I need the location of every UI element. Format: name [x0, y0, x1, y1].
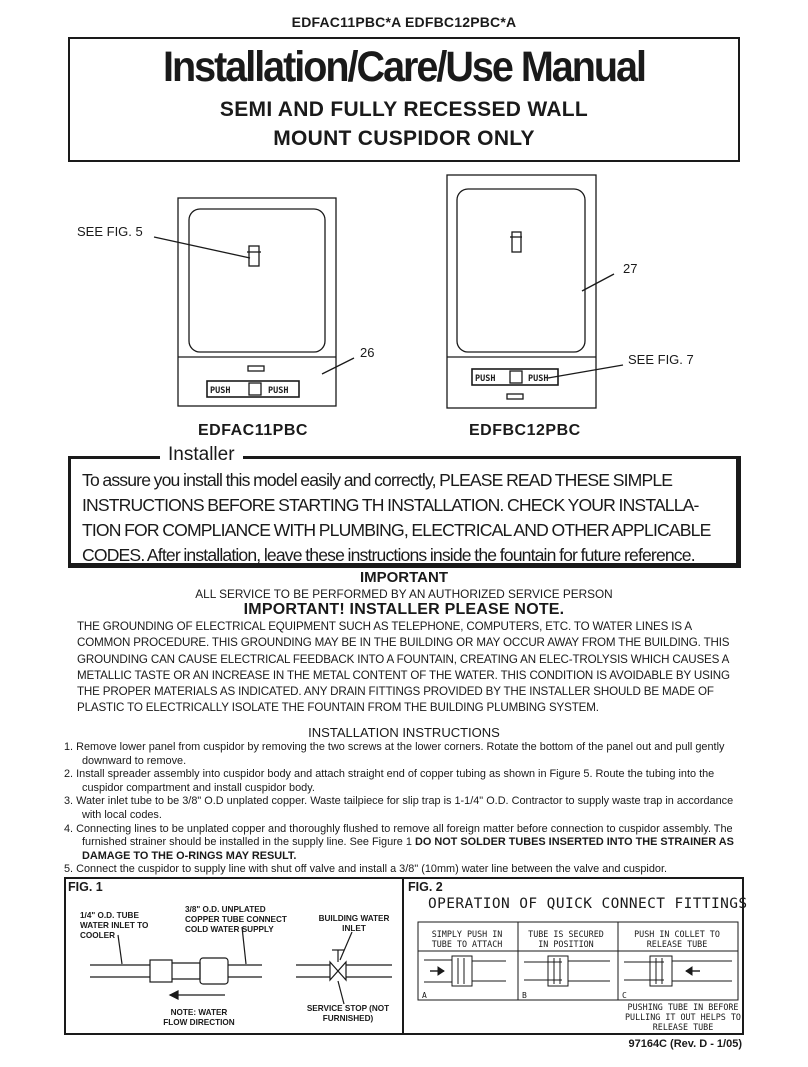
- installer-tab: Installer: [160, 444, 243, 466]
- fig1-flow-note: NOTE: WATER FLOW DIRECTION: [163, 1008, 235, 1027]
- left-push-label-2: PUSH: [268, 386, 289, 396]
- right-push-label-2: PUSH: [528, 374, 549, 384]
- instruction-step: [64, 823, 754, 864]
- fig2-heading: OPERATION OF QUICK CONNECT FITTINGS: [428, 896, 748, 912]
- instructions-list: [64, 741, 754, 877]
- figures-divider: [402, 877, 404, 1035]
- callout-see-fig-7: SEE FIG. 7: [628, 352, 694, 367]
- fig2-label-c: C: [622, 991, 627, 1000]
- important-heading: IMPORTANT: [359, 569, 449, 586]
- fig1-stop-label: SERVICE STOP (NOT FURNISHED): [306, 1004, 390, 1023]
- left-model-label: EDFAC11PBC: [198, 422, 308, 439]
- fig1-building-label: BUILDING WATER INLET: [318, 914, 390, 933]
- instruction-step-4-text: 4. Connecting lines to be unplated copper and thoroughly flushed to remove all foreign matter before connection to cuspidor assembly. The furnished strainer should be installed in the supply line. See Figure 1: [64, 822, 733, 849]
- fig1-copper-label: 3/8" O.D. UNPLATED COPPER TUBE CONNECT COLD WATER SUPPLY: [185, 905, 287, 934]
- doc-number: 97164C (Rev. D - 1/05): [628, 1038, 742, 1050]
- installer-text: To assure you install this model easily and correctly, PLEASE READ THESE SIMPLE INSTRUCTIONS BEFORE STARTING TH INSTALLATION. CHECK YOUR INSTALLA-TION FOR COMPLIANCE WITH PLUMBING, ELECTRICAL AND OTHER APPLICABLE CODES. After installation, leave these instructions inside the fountain for future reference.: [82, 470, 711, 565]
- grounding-paragraph: THE GROUNDING OF ELECTRICAL EQUIPMENT SUCH AS TELEPHONE, COMPUTERS, ETC. TO WATER LINES IS A COMMON PROCEDURE. THIS GROUNDING MAY BE IN THE BUILDING OR MAY OCCUR AWAY FROM THE BUILDING. THIS GROUNDING CAN CAUSE ELECTRICAL FEEDBACK INTO A FOUNTAIN, CREATING AN ELEC-TROLYSIS WHICH CAUSES A METALLIC TASTE OR AN INCREASE IN THE METAL CONTENT OF THE WATER. THIS CONDITION IS AVOIDABLE BY USING THE PROPER MATERIALS AS INDICATED. ANY DRAIN FITTINGS PROVIDED BY THE INSTALLER SHOULD BE MADE OF PLASTIC TO ELECTRICALLY ISOLATE THE FOUNTAIN FROM THE BUILDING PLUMBING SYSTEM.: [77, 620, 730, 715]
- fig2-label-a: A: [422, 991, 427, 1000]
- subtitle-line-1: SEMI AND FULLY RECESSED WALL: [219, 98, 589, 121]
- subtitle-line-2: MOUNT CUSPIDOR ONLY: [273, 127, 535, 150]
- left-unit-frame: [178, 198, 336, 406]
- fig2-col-b-caption: TUBE IS SECURED IN POSITION: [528, 929, 604, 949]
- fig2-col-a-caption: SIMPLY PUSH IN TUBE TO ATTACH: [431, 929, 503, 949]
- fig2-title: FIG. 2: [408, 880, 443, 894]
- installer-note-heading: IMPORTANT! INSTALLER PLEASE NOTE.: [243, 601, 565, 618]
- instruction-step: 5. Connect the cuspidor to supply line with shut off valve and install a 3/8" (10mm) water line between the valve and cuspidor.: [64, 863, 667, 876]
- right-push-label-1: PUSH: [475, 374, 496, 384]
- left-push-label-1: PUSH: [210, 386, 231, 396]
- model-numbers: EDFAC11PBC*A EDFBC12PBC*A: [291, 14, 517, 30]
- right-unit-frame: [447, 175, 596, 408]
- callout-see-fig-5: SEE FIG. 5: [77, 224, 143, 239]
- callout-26: 26: [360, 345, 375, 360]
- fig2-label-b: B: [522, 991, 527, 1000]
- instructions-heading: INSTALLATION INSTRUCTIONS: [308, 725, 500, 740]
- instruction-step: 2. Install spreader assembly into cuspidor body and attach straight end of copper tubing as shown in Figure 5. Route the tubing into the cuspidor compartment and install cuspidor body.: [64, 768, 715, 794]
- service-note: ALL SERVICE TO BE PERFORMED BY AN AUTHORIZED SERVICE PERSON: [195, 587, 613, 601]
- fig2-col-c-caption: PUSH IN COLLET TO RELEASE TUBE: [634, 929, 720, 949]
- title-box: [68, 37, 740, 162]
- fig1-inlet-label: 1/4" O.D. TUBE WATER INLET TO COOLER: [80, 911, 149, 940]
- left-push-bar: [207, 381, 299, 397]
- left-unit-basin: [189, 209, 325, 352]
- page-title: Installation/Care/Use Manual: [163, 43, 645, 91]
- right-push-bar: [472, 369, 558, 385]
- callout-27: 27: [623, 261, 638, 276]
- instruction-step: 3. Water inlet tube to be 3/8" O.D unplated copper. Waste tailpiece for slip trap is 1-1/4" O.D. Contractor to supply waste trap in accordance with local codes.: [64, 795, 734, 821]
- right-unit-basin: [457, 189, 585, 352]
- instruction-step: 1. Remove lower panel from cuspidor by removing the two screws at the lower corners. Rotate the bottom of the panel out and pull gently downward to remove.: [64, 741, 725, 767]
- fig1-title: FIG. 1: [68, 880, 103, 894]
- fig2-release-caption: PUSHING TUBE IN BEFORE PULLING IT OUT HELPS TO RELEASE TUBE: [625, 1002, 741, 1032]
- instruction-step-4-warning: DO NOT SOLDER TUBES INSERTED INTO THE STRAINER AS DAMAGE TO THE O-RINGS MAY RESULT.: [82, 836, 734, 862]
- right-model-label: EDFBC12PBC: [469, 422, 581, 439]
